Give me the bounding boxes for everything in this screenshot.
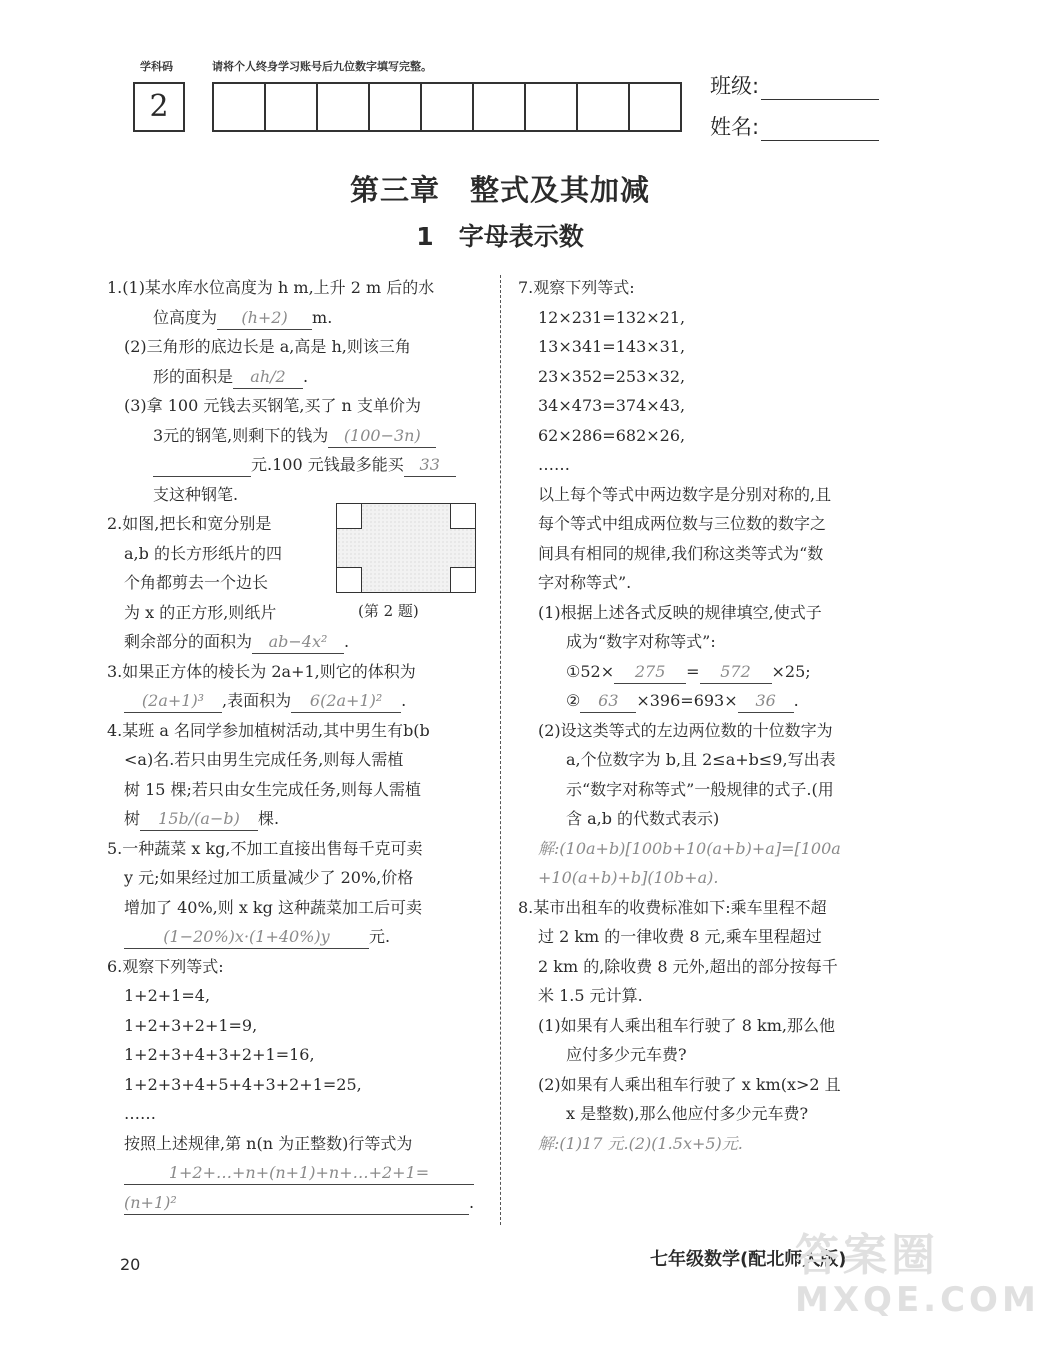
watermark-text-part: MXQE.COM [795,1280,1040,1320]
digit-cell[interactable] [370,84,422,130]
q1-line: (3)拿 100 元钱去买钢笔,买了 n 支单价为 [124,396,421,415]
q7-line: 7.观察下列等式: [518,278,635,297]
q8-line: 应付多少元车费? [566,1045,687,1064]
q2-line: a,b 的长方形纸片的四 [124,543,282,563]
q8-line: x 是整数),那么他应付多少元车费? [566,1104,809,1123]
q7-paragraph: 每个等式中组成两位数与三位数的数字之 [538,514,827,533]
digit-cell[interactable] [474,84,526,130]
q7-fill-1: ①52× 275 = 572 ×25; [518,657,898,687]
q6-answer-2: (n+1)² [124,1192,469,1215]
q7-equation: 12×231=132×21, [538,307,686,327]
class-field[interactable] [710,70,879,100]
q5-line: 增加了 40%,则 x kg 这种蔬菜加工后可卖 [124,897,422,917]
q7-line: a,个位数字为 b,且 2≤a+b≤9,写出表 [566,750,836,769]
q7-equation: 23×352=253×32, [538,366,686,386]
q4-answer: 15b/(a−b) [140,808,258,831]
cut-corner-square [450,567,476,593]
q7-answer-3: 63 [580,690,636,713]
q2-line: 个角都剪去一个边长 [124,573,269,592]
account-digit-boxes[interactable] [212,82,682,132]
q7-solution: 解:(10a+b)[100b+10(a+b)+a]=[100a [538,838,841,858]
q4-line: 树 15b/(a−b) 棵. [107,804,487,834]
q7-line: (1)根据上述各式反映的规律填空,使式子 [538,602,822,622]
page-number: 20 [120,1255,141,1274]
class-label: 班级: [710,74,760,98]
q8-line: 2 km 的,除收费 8 元外,超出的部分按每千 [538,956,838,976]
name-label: 姓名: [710,115,760,139]
q5-answer: (1−20%)x·(1+40%)y [124,926,369,949]
q2-line: 2.如图,把长和宽分别是 [107,514,272,533]
q3-answer-1: (2a+1)³ [124,690,222,713]
digit-cell[interactable] [526,84,578,130]
q7-answer-1: 275 [614,661,686,684]
cut-corner-square [336,567,362,593]
watermark-text [795,1232,1040,1320]
name-blank-line[interactable] [761,120,879,141]
figure-caption: (第 2 题) [358,602,419,620]
subject-code-box: 2 [133,82,185,132]
q6-equation: 1+2+1=4, [124,986,211,1005]
q1-line: 3元的钢笔,则剩下的钱为 (100−3n) [107,421,487,451]
q1-line: 形的面积是 ah/2 . [107,362,487,392]
q1-answer-3-cont [153,454,251,477]
q7-paragraph: 间具有相同的规律,我们称这类等式为“数 [538,543,824,563]
q7-line: 含 a,b 的代数式表示) [566,809,720,828]
watermark-logo [795,1232,1040,1320]
q3-line: (2a+1)³ ,表面积为 6(2a+1)² . [107,686,487,716]
digit-cell[interactable] [630,84,680,130]
name-field[interactable] [710,111,879,141]
q6-answer-1: 1+2+…+n+(n+1)+n+…+2+1= [124,1162,474,1185]
q7-equation: 34×473=374×43, [538,396,686,415]
q3-answer-2: 6(2a+1)² [291,690,401,713]
digit-cell[interactable] [578,84,630,130]
q1-line: 1.(1)某水库水位高度为 h m,上升 2 m 后的水 [107,278,435,297]
digit-cell[interactable] [318,84,370,130]
q8-line: 米 1.5 元计算. [538,986,643,1005]
watermark-text-part: 答案圈 [795,1230,939,1281]
column-divider [500,275,501,1225]
q1-line: 元.100 元钱最多能买 33 [107,450,487,480]
q8-solution: 解:(1)17 元.(2)(1.5x+5)元. [538,1133,743,1153]
right-column [518,273,898,1158]
q4-line: 4.某班 a 名同学参加植树活动,其中男生有b(b [107,720,430,740]
q7-answer-2: 572 [700,661,772,684]
q6-equation: 1+2+3+4+5+4+3+2+1=25, [124,1074,362,1094]
digit-cell[interactable] [214,84,266,130]
q8-line: 过 2 km 的一律收费 8 元,乘车里程超过 [538,927,822,946]
q7-equation: 13×341=143×31, [538,337,686,356]
q7-equation: 62×286=682×26, [538,425,686,445]
q6-line: (n+1)² . [107,1188,487,1218]
subject-code-label: 学科码 [140,60,173,73]
digit-cell[interactable] [266,84,318,130]
q4-line: <a)名.若只由男生完成任务,则每人需植 [124,750,404,769]
q6-equation: 1+2+3+4+3+2+1=16, [124,1045,315,1064]
q6-line: 按照上述规律,第 n(n 为正整数)行等式为 [124,1133,413,1153]
q8-line: (1)如果有人乘出租车行驶了 8 km,那么他 [538,1015,835,1035]
q7-line: 示“数字对称等式”一般规律的式子.(用 [566,779,834,799]
q7-ellipsis: …… [538,455,570,474]
q7-answer-4: 36 [738,690,794,713]
q8-line: 8.某市出租车的收费标准如下:乘车里程不超 [518,897,827,917]
q7-paragraph: 以上每个等式中两边数字是分别对称的,且 [538,484,832,504]
q4-line: 树 15 棵;若只由女生完成任务,则每人需植 [124,779,422,799]
q1-answer-2: ah/2 [233,366,303,389]
rectangle-figure [336,503,476,593]
q5-line: 5.一种蔬菜 x kg,不加工直接出售每千克可卖 [107,838,423,858]
chapter-title: 第三章 整式及其加减 [349,173,650,207]
q3-line: 3.如果正方体的棱长为 2a+1,则它的体积为 [107,661,416,681]
q6-ellipsis: …… [124,1104,156,1123]
q1-line: 支这种钢笔. [153,484,239,504]
q6-equation: 1+2+3+2+1=9, [124,1015,258,1035]
q1-answer-1: (h+2) [217,307,312,330]
cut-corner-square [336,503,362,529]
class-blank-line[interactable] [761,79,879,100]
q2-line: 为 x 的正方形,则纸片 [124,602,277,622]
digit-cell[interactable] [422,84,474,130]
q1-line: (2)三角形的底边长是 a,高是 h,则该三角 [124,337,411,356]
q7-fill-2: ② 63 ×396=693× 36 . [518,686,898,716]
cut-corner-square [450,503,476,529]
book-title: 七年级数学(配北师大版) [650,1249,847,1270]
q7-line: 成为“数字对称等式”: [566,632,716,651]
q6-line [107,1158,487,1188]
q2-line: 剩余部分的面积为 ab−4x² . [107,627,487,657]
q7-solution: +10(a+b)+b](10b+a). [538,868,719,887]
account-instruction: 请将个人终身学习账号后九位数字填写完整。 [212,60,432,73]
q2-answer: ab−4x² [252,631,344,654]
q8-line: (2)如果有人乘出租车行驶了 x km(x>2 且 [538,1074,841,1094]
q1-answer-4: 33 [404,454,456,477]
section-title: 1 字母表示数 [416,222,584,251]
q7-line: (2)设这类等式的左边两位数的十位数字为 [538,720,833,740]
q1-line: 位高度为 (h+2) m. [107,303,487,333]
q5-line: y 元;如果经过加工质量减少了 20%,价格 [124,868,414,887]
q6-line: 6.观察下列等式: [107,956,224,976]
left-column [107,273,487,1217]
q5-line: (1−20%)x·(1+40%)y 元. [107,922,487,952]
q1-answer-3: (100−3n) [328,425,436,448]
q7-paragraph: 字对称等式”. [538,573,632,592]
